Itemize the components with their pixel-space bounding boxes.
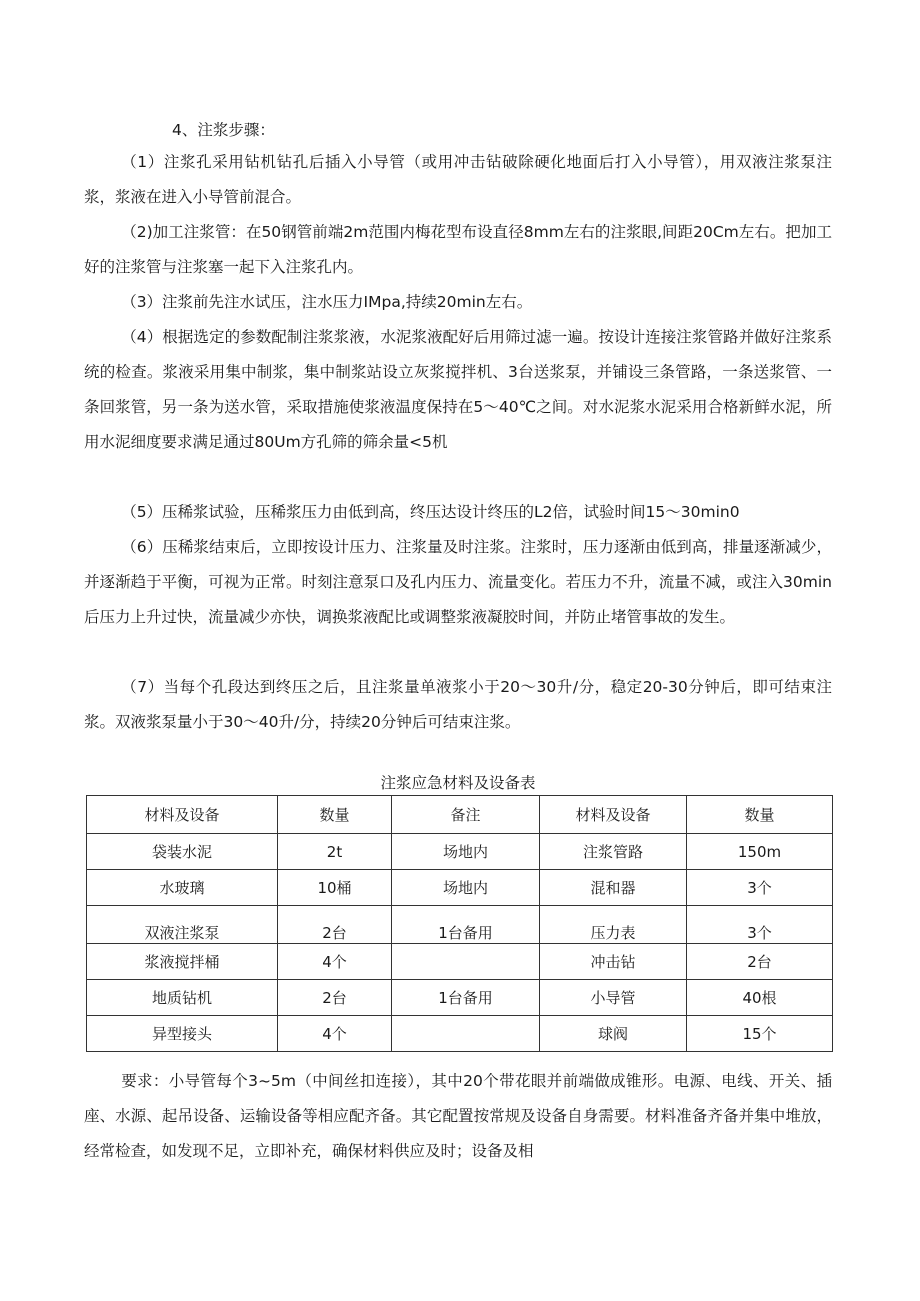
- table-row: [87, 870, 833, 906]
- header-cell: 备注: [392, 796, 540, 834]
- table-row: [87, 1016, 833, 1052]
- header-cell: 数量: [278, 796, 392, 834]
- table-cell: 2台: [278, 906, 392, 944]
- step-3-paragraph: （3）注浆前先注水试压，注水压力IMpa,持续20min左右。: [121, 293, 533, 311]
- table-cell: 双液注浆泵: [87, 906, 278, 944]
- table-cell: 1台备用: [392, 980, 540, 1016]
- header-cell: 材料及设备: [87, 796, 278, 834]
- table-cell: 小导管: [540, 980, 687, 1016]
- table-caption: 注浆应急材料及设备表: [380, 774, 536, 792]
- step-7-paragraph: （7）当每个孔段达到终压之后，且注浆量单液浆小于20～30升/分，稳定20-30分钟后，即可结束注浆。双液浆泵量小于30～40升/分，持续20分钟后可结束注浆。: [84, 678, 832, 731]
- table-cell: 水玻璃: [87, 870, 278, 906]
- step-6-paragraph: （6）压稀浆结束后，立即按设计压力、注浆量及时注浆。注浆时，压力逐渐由低到高，排量逐渐减少，并逐渐趋于平衡，可视为正常。时刻注意泵口及孔内压力、流量变化。若压力不升，流量不减，或注入30min后压力上升过快，流量减少亦快，调换浆液配比或调整浆液凝胶时间，并防止堵管事故的发生。: [84, 538, 832, 626]
- step-2-paragraph: （2)加工注浆管：在50钢管前端2m范围内梅花型布设直径8mm左右的注浆眼,间距20Cm左右。把加工好的注浆管与注浆塞一起下入注浆孔内。: [84, 223, 832, 276]
- table-row: [87, 944, 833, 980]
- section-heading: 4、注浆步骤：: [172, 121, 275, 139]
- table-cell: [392, 944, 540, 980]
- table-row: [87, 834, 833, 870]
- table-cell: 1台备用: [392, 906, 540, 944]
- table-cell: 袋装水泥: [87, 834, 278, 870]
- table-cell: 异型接头: [87, 1016, 278, 1052]
- table-cell: 场地内: [392, 870, 540, 906]
- table-cell: 15个: [687, 1016, 833, 1052]
- table-row: [87, 980, 833, 1016]
- table-cell: 2t: [278, 834, 392, 870]
- table-cell: 地质钻机: [87, 980, 278, 1016]
- table-cell: 混和器: [540, 870, 687, 906]
- step-5-paragraph: （5）压稀浆试验，压稀浆压力由低到高，终压达设计终压的L2倍，试验时间15～30min0: [121, 503, 740, 521]
- table-cell: 场地内: [392, 834, 540, 870]
- table-cell: 10桶: [278, 870, 392, 906]
- header-cell: 材料及设备: [540, 796, 687, 834]
- table-cell: 3个: [687, 906, 833, 944]
- table-cell: 3个: [687, 870, 833, 906]
- table-cell: 4个: [278, 944, 392, 980]
- table-cell: 4个: [278, 1016, 392, 1052]
- equipment-table: [86, 795, 833, 1052]
- table-cell: 150m: [687, 834, 833, 870]
- table-cell: 压力表: [540, 906, 687, 944]
- table-cell: 2台: [687, 944, 833, 980]
- table-cell: 注浆管路: [540, 834, 687, 870]
- table-cell: 2台: [278, 980, 392, 1016]
- requirements-paragraph: 要求：小导管每个3~5m（中间丝扣连接），其中20个带花眼并前端做成锥形。电源、电线、开关、插座、水源、起吊设备、运输设备等相应配齐备。其它配置按常规及设备自身需要。材料准备齐备并集中堆放，经常检查，如发现不足，立即补充，确保材料供应及时；设备及相: [84, 1072, 832, 1160]
- table-header-row: [87, 796, 833, 834]
- table-cell: 球阀: [540, 1016, 687, 1052]
- table-cell: 冲击钻: [540, 944, 687, 980]
- table-cell: [392, 1016, 540, 1052]
- step-4-paragraph: （4）根据选定的参数配制注浆浆液，水泥浆液配好后用筛过滤一遍。按设计连接注浆管路并做好注浆系统的检查。浆液采用集中制浆，集中制浆站设立灰浆搅拌机、3台送浆泵，并铺设三条管路，一条送浆管、一条回浆管，另一条为送水管，采取措施使浆液温度保持在5～40℃之间。对水泥浆水泥采用合格新鲜水泥，所用水泥细度要求满足通过80Um方孔筛的筛余量<5机: [84, 328, 832, 451]
- table-cell: 40根: [687, 980, 833, 1016]
- header-cell: 数量: [687, 796, 833, 834]
- table-row: [87, 906, 833, 944]
- step-1-paragraph: （1）注浆孔采用钻机钻孔后插入小导管（或用冲击钻破除硬化地面后打入小导管），用双液注浆泵注浆，浆液在进入小导管前混合。: [84, 153, 832, 206]
- table-cell: 浆液搅拌桶: [87, 944, 278, 980]
